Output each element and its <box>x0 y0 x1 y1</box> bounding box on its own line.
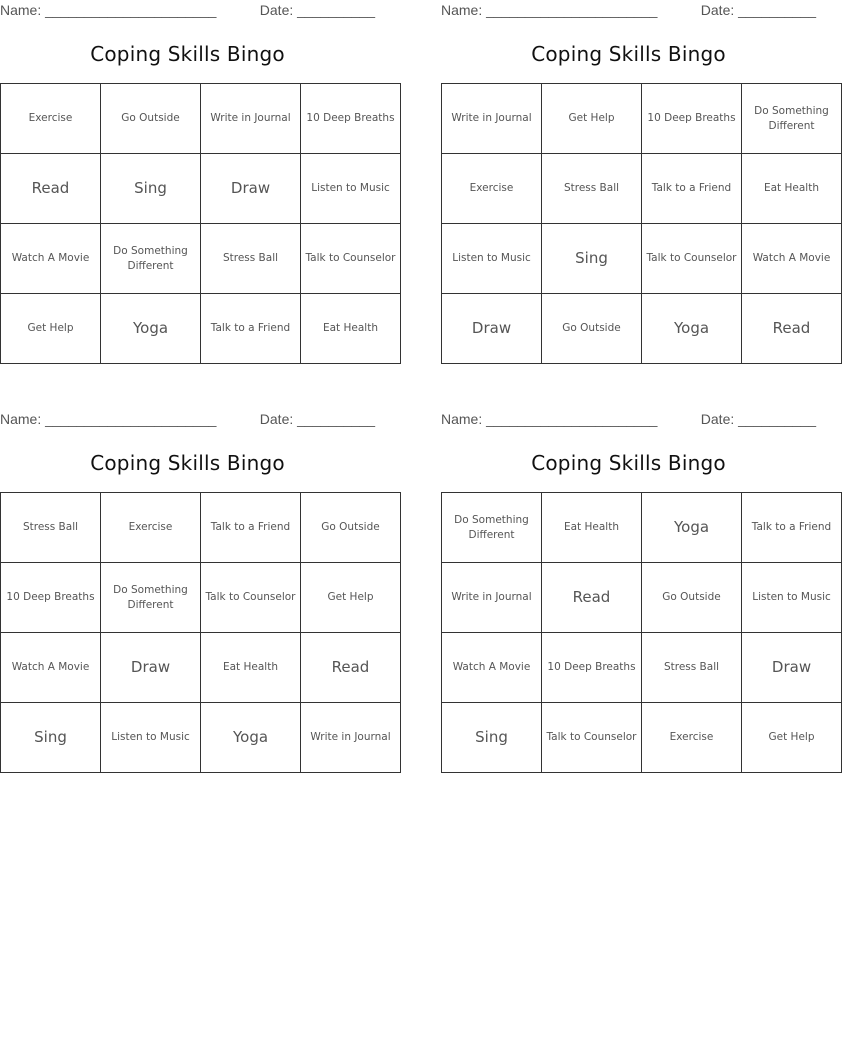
grid-row <box>442 84 842 154</box>
grid-row <box>442 294 842 364</box>
bingo-cell: Read <box>301 633 401 703</box>
bingo-cell: Talk to Counselor <box>301 224 401 294</box>
bingo-cell: Talk to Counselor <box>201 563 301 633</box>
name-field-label: Name: ______________________ <box>0 2 217 18</box>
bingo-cell: Sing <box>1 703 101 773</box>
bingo-cell: Go Outside <box>542 294 642 364</box>
bingo-cell: Exercise <box>642 703 742 773</box>
bingo-cell: 10 Deep Breaths <box>1 563 101 633</box>
bingo-cell: Do Something Different <box>442 493 542 563</box>
card-title: Coping Skills Bingo <box>90 42 285 66</box>
date-field-label: Date: __________ <box>700 411 816 427</box>
bingo-cell: Sing <box>542 224 642 294</box>
bingo-cell: Stress Ball <box>201 224 301 294</box>
bingo-cell: Yoga <box>101 294 201 364</box>
date-field-label: Date: __________ <box>700 2 816 18</box>
grid-row <box>1 493 401 563</box>
bingo-grid <box>441 83 842 364</box>
bingo-cell: Talk to a Friend <box>742 493 842 563</box>
grid-row <box>442 493 842 563</box>
bingo-cell: Get Help <box>742 703 842 773</box>
bingo-cell: Draw <box>442 294 542 364</box>
grid-row <box>1 154 401 224</box>
bingo-cell: Talk to a Friend <box>201 493 301 563</box>
card-title: Coping Skills Bingo <box>90 451 285 475</box>
bingo-grid <box>0 83 401 364</box>
bingo-cell: Sing <box>442 703 542 773</box>
bingo-cell: Exercise <box>442 154 542 224</box>
card-title: Coping Skills Bingo <box>531 42 726 66</box>
grid-row <box>1 84 401 154</box>
bingo-cell: Do Something Different <box>742 84 842 154</box>
bingo-cell: Eat Health <box>742 154 842 224</box>
bingo-cell: Read <box>542 563 642 633</box>
bingo-cell: Talk to Counselor <box>642 224 742 294</box>
bingo-card-3 <box>0 409 391 774</box>
bingo-cell: Yoga <box>201 703 301 773</box>
bingo-cell: Talk to a Friend <box>642 154 742 224</box>
bingo-cell: Stress Ball <box>542 154 642 224</box>
bingo-cell: Exercise <box>1 84 101 154</box>
bingo-cell: Listen to Music <box>742 563 842 633</box>
grid-row <box>442 703 842 773</box>
bingo-cell: Talk to Counselor <box>542 703 642 773</box>
bingo-cell: Eat Health <box>542 493 642 563</box>
name-field-label: Name: ______________________ <box>441 2 658 18</box>
name-field-label: Name: ______________________ <box>0 411 217 427</box>
card-title: Coping Skills Bingo <box>531 451 726 475</box>
bingo-cell: Draw <box>742 633 842 703</box>
grid-row <box>1 294 401 364</box>
date-field-label: Date: __________ <box>259 411 375 427</box>
bingo-cell: Go Outside <box>301 493 401 563</box>
bingo-cell: Get Help <box>301 563 401 633</box>
grid-row <box>1 633 401 703</box>
bingo-card-4 <box>441 409 832 774</box>
name-field-label: Name: ______________________ <box>441 411 658 427</box>
bingo-cell: Yoga <box>642 493 742 563</box>
bingo-cell: Write in Journal <box>201 84 301 154</box>
bingo-grid <box>441 492 842 773</box>
bingo-cell: Yoga <box>642 294 742 364</box>
grid-row <box>442 224 842 294</box>
bingo-cell: Go Outside <box>101 84 201 154</box>
bingo-cell: Read <box>742 294 842 364</box>
bingo-cell: Go Outside <box>642 563 742 633</box>
bingo-cell: Talk to a Friend <box>201 294 301 364</box>
grid-row <box>1 224 401 294</box>
bingo-cell: Watch A Movie <box>742 224 842 294</box>
grid-row <box>1 703 401 773</box>
bingo-cell: 10 Deep Breaths <box>301 84 401 154</box>
bingo-cell: Draw <box>201 154 301 224</box>
grid-row <box>1 563 401 633</box>
bingo-cell: Do Something Different <box>101 563 201 633</box>
bingo-cell: Sing <box>101 154 201 224</box>
grid-row <box>442 154 842 224</box>
bingo-cell: Write in Journal <box>442 84 542 154</box>
bingo-cell: Exercise <box>101 493 201 563</box>
bingo-cell: Write in Journal <box>442 563 542 633</box>
bingo-cell: Get Help <box>542 84 642 154</box>
bingo-cell: Watch A Movie <box>1 224 101 294</box>
bingo-cell: Watch A Movie <box>442 633 542 703</box>
bingo-cell: Eat Health <box>201 633 301 703</box>
bingo-cell: Stress Ball <box>642 633 742 703</box>
grid-row <box>442 633 842 703</box>
bingo-cell: Get Help <box>1 294 101 364</box>
bingo-cell: Write in Journal <box>301 703 401 773</box>
bingo-card-2 <box>441 0 831 365</box>
bingo-cell: Draw <box>101 633 201 703</box>
bingo-cell: 10 Deep Breaths <box>542 633 642 703</box>
bingo-cell: Listen to Music <box>301 154 401 224</box>
bingo-cell: Listen to Music <box>442 224 542 294</box>
bingo-card-1 <box>0 0 396 365</box>
date-field-label: Date: __________ <box>259 2 375 18</box>
bingo-cell: Read <box>1 154 101 224</box>
bingo-cell: 10 Deep Breaths <box>642 84 742 154</box>
bingo-cell: Listen to Music <box>101 703 201 773</box>
bingo-cell: Stress Ball <box>1 493 101 563</box>
grid-row <box>442 563 842 633</box>
bingo-cell: Do Something Different <box>101 224 201 294</box>
bingo-cell: Watch A Movie <box>1 633 101 703</box>
bingo-cell: Eat Health <box>301 294 401 364</box>
bingo-grid <box>0 492 401 773</box>
